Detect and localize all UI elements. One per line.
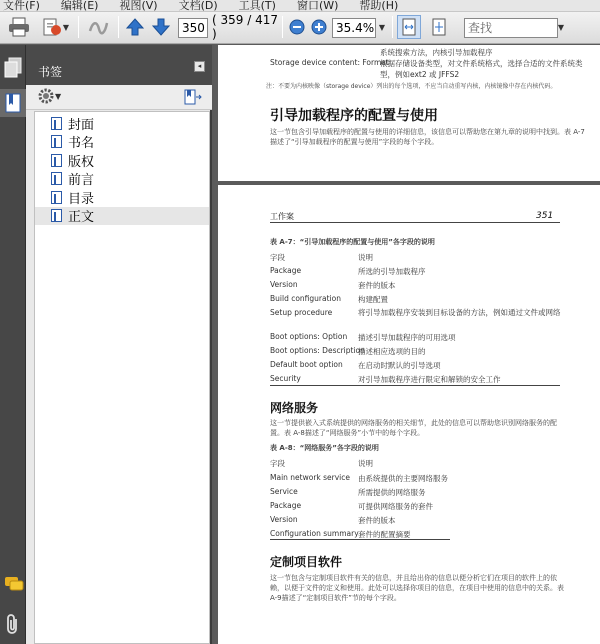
page-number: 351 (536, 211, 554, 221)
column-header: 字段 (270, 253, 285, 262)
panel-title: 书签 (38, 65, 63, 79)
fit-page-icon (431, 18, 447, 36)
field-description: 所需提供的网络服务 (358, 488, 426, 497)
panel-toolbar (26, 85, 212, 110)
bookmark-label: 正文 (68, 210, 95, 226)
section-paragraph: 这一节包含引导加载程序的配置与使用的详细信息，该信息可以帮助您在第九章的说明中找到。表 A-7描述了“引导加载程序的配置与使用”字段的每个字段。 (270, 128, 585, 146)
menu-document[interactable]: 文档(D) (178, 0, 218, 12)
collapse-panel-button[interactable]: ◂ (194, 61, 205, 72)
bookmark-list (34, 111, 210, 644)
toolbar-separator (78, 16, 79, 38)
field-description: 构建配置 (358, 295, 388, 304)
toolbar-separator (118, 16, 119, 38)
fit-page-button[interactable] (427, 15, 451, 39)
table-row (270, 308, 561, 317)
comment-icon (4, 575, 24, 593)
field-name: Default boot option (270, 360, 343, 369)
bookmark-icon (51, 135, 62, 148)
table-row (270, 280, 396, 290)
header-rule (270, 222, 560, 223)
field-name: Main network service (270, 473, 350, 482)
table-note: 注：不要为内核映像（storage device）列出的每个选项，不应当自动重写内核，内核镜像中存在内核代码。 (266, 83, 557, 90)
field-name: Storage device content: Format (270, 58, 389, 67)
field-description: 套件的版本 (358, 281, 396, 290)
options-menu-button[interactable] (38, 88, 61, 104)
arrow-down-icon (152, 18, 170, 36)
field-name: Setup procedure (270, 308, 333, 317)
chevron-down-icon: ▼ (378, 22, 386, 32)
field-description: 套件的版本 (358, 516, 396, 525)
page-count-label: ( 359 / 417 ) (212, 13, 278, 41)
bookmarks-panel (26, 45, 212, 644)
field-name: Service (270, 487, 298, 496)
pages-icon (4, 57, 22, 79)
field-description: 对引导加载程序进行限定和解锁的安全工作 (358, 375, 501, 384)
search-input[interactable]: 查找 (464, 18, 558, 38)
section-paragraph: 这一节包含与定制项目软件有关的信息，并且给出你的信息以便分析它们在项目的软件上的依赖，以便于文件的定义和使用。此处可以选择你项目的信息，在项目中使用的信息中的关系。表 A-9描述了“定制项目软件”节的每个字段。 (270, 574, 564, 602)
menu-help[interactable]: 帮助(H) (359, 0, 399, 12)
bookmark-icon (51, 172, 62, 185)
bookmark-icon (51, 209, 62, 222)
table-row (270, 529, 411, 539)
table-row (270, 294, 388, 304)
field-name: Package (270, 501, 302, 510)
table-row (270, 332, 456, 342)
bookmark-icon (51, 154, 62, 167)
zoom-out-icon (289, 19, 305, 35)
section-paragraph: 这一节提供嵌入式系统提供的网络服务的相关细节，此处的信息可以帮助您识别网络服务的配置。表 A-8描述了“网络服务”小节中的每个字段。 (270, 419, 557, 437)
menu-bar (0, 0, 600, 12)
table-caption: 表 A-7：“引导加载程序的配置与使用”各字段的说明 (270, 238, 435, 246)
page-number-input[interactable]: 350 (178, 18, 208, 38)
section-heading: 定制项目软件 (270, 555, 343, 569)
toolbar-separator (392, 16, 393, 38)
bookmark-item[interactable] (35, 188, 209, 207)
document-view[interactable] (214, 45, 600, 644)
table-caption: 表 A-8：“网络服务”各字段的说明 (270, 444, 379, 452)
bookmark-icon (51, 117, 62, 130)
paperclip-icon (5, 613, 21, 635)
field-name: Version (270, 515, 298, 524)
next-page-button[interactable] (150, 15, 172, 39)
field-name: Package (270, 266, 302, 275)
table-row (270, 360, 441, 370)
field-description: 在启动时默认的引导选项 (358, 361, 441, 370)
comments-button[interactable] (4, 575, 24, 596)
menu-file[interactable]: 文件(F) (3, 0, 40, 12)
expand-bookmarks-button[interactable] (184, 89, 202, 108)
bookmark-item[interactable] (35, 151, 209, 170)
document-page (218, 45, 600, 181)
zoom-dropdown[interactable] (376, 15, 388, 39)
print-button[interactable] (6, 15, 32, 39)
table-row (270, 58, 590, 79)
menu-tools[interactable]: 工具(T) (238, 0, 276, 12)
table-header-row (270, 458, 373, 469)
field-description: 根据存储设备类型，对文件系统格式，选择合适的文件系统类型，例如ext2 或 JFFS2 (380, 59, 583, 79)
field-description: 套件的配置摘要 (358, 530, 411, 539)
field-description: 所选的引导加载程序 (358, 267, 426, 276)
chevron-down-icon: ▼ (557, 22, 565, 32)
bookmark-item-selected[interactable] (35, 207, 209, 226)
bookmark-label: 版权 (68, 154, 95, 170)
gear-icon (38, 88, 54, 104)
arrow-up-icon (126, 18, 144, 36)
field-name: Boot options: Option (270, 332, 348, 341)
field-name: Boot options: Description (270, 346, 365, 355)
bookmark-item[interactable] (35, 170, 209, 189)
bookmark-item[interactable] (35, 114, 209, 133)
table-row (270, 501, 433, 511)
chevron-down-icon: ▼ (55, 91, 62, 101)
document-page (218, 185, 600, 644)
table-row (270, 346, 426, 356)
table-row (270, 487, 426, 497)
table-row (270, 266, 426, 276)
running-header: 工作案 (270, 212, 294, 221)
table-header-row (270, 252, 373, 263)
field-description: 系统搜索方法，内核引导加载程序 (380, 48, 493, 57)
navigation-strip (0, 45, 26, 644)
pages-panel-button[interactable] (4, 57, 22, 82)
sign-button[interactable] (84, 15, 112, 39)
printer-icon (8, 17, 30, 37)
section-heading: 网络服务 (270, 401, 319, 415)
zoom-out-button[interactable] (287, 15, 307, 39)
bookmark-expand-icon (184, 89, 202, 105)
panel-header (26, 45, 212, 85)
zoom-level-input[interactable]: 35.4% (332, 18, 376, 38)
menu-edit[interactable]: 编辑(E) (60, 0, 99, 12)
bookmark-label: 封面 (68, 117, 95, 133)
field-name: Security (270, 374, 301, 383)
menu-view[interactable]: 视图(V) (119, 0, 158, 12)
field-description: 可提供网络服务的套件 (358, 502, 433, 511)
field-description: 将引导加载程序安装到目标设备的方法，例如通过文件或网络 (358, 308, 561, 317)
field-name: Version (270, 280, 298, 289)
table-rule (270, 385, 560, 386)
search-dropdown[interactable] (556, 15, 566, 39)
fit-width-icon (401, 18, 417, 36)
bookmarks-panel-button[interactable] (0, 89, 26, 117)
column-header: 说明 (358, 459, 373, 468)
attachments-button[interactable] (5, 613, 21, 638)
zoom-in-button[interactable] (309, 15, 329, 39)
bookmark-label: 目录 (68, 191, 95, 207)
fit-width-button[interactable] (397, 15, 421, 39)
field-description: 描述引导加载程序的可用选项 (358, 333, 456, 342)
bookmark-label: 书名 (68, 136, 95, 152)
bookmark-label: 前言 (68, 173, 95, 189)
table-row (270, 374, 501, 384)
bookmark-icon (51, 191, 62, 204)
field-description: 由系统提供的主要网络服务 (358, 474, 448, 483)
document-share-icon (41, 17, 63, 37)
field-name: Configuration summary (270, 529, 359, 538)
table-row (270, 515, 396, 525)
toolbar-separator (282, 16, 283, 38)
table-row (270, 473, 448, 483)
collaborate-button[interactable] (38, 15, 72, 39)
column-header: 说明 (358, 253, 373, 262)
section-heading: 引导加载程序的配置与使用 (270, 108, 438, 124)
field-name: Build configuration (270, 294, 341, 303)
column-header: 字段 (270, 459, 285, 468)
field-description: 描述相应选项的目的 (358, 347, 426, 356)
previous-page-button[interactable] (124, 15, 146, 39)
table-rule (270, 539, 450, 540)
bookmark-item[interactable] (35, 133, 209, 152)
zoom-in-icon (311, 19, 327, 35)
bookmark-panel-icon (5, 93, 21, 113)
signature-icon (87, 17, 109, 37)
menu-window[interactable]: 窗口(W) (296, 0, 339, 12)
chevron-down-icon: ▼ (62, 22, 70, 32)
toolbar (0, 12, 600, 44)
